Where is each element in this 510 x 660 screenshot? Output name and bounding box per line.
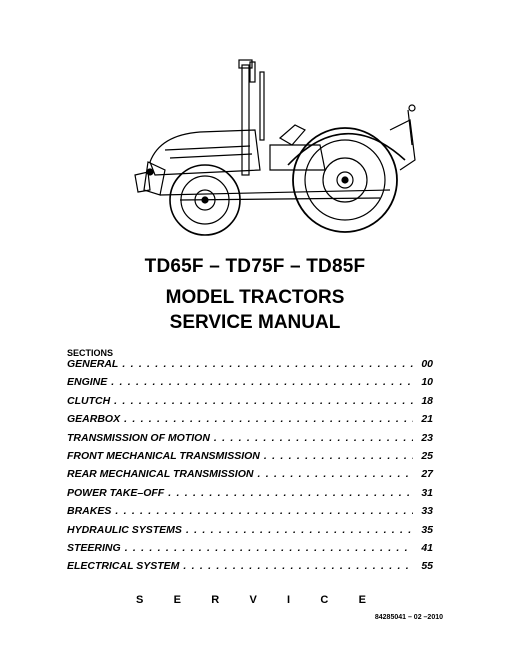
toc-leader — [114, 395, 413, 407]
toc-item[interactable] — [67, 505, 433, 523]
service-letter: E — [358, 594, 366, 606]
toc-item-page: 21 — [421, 413, 433, 426]
toc-item[interactable] — [67, 395, 433, 413]
toc-item[interactable] — [67, 560, 433, 578]
service-letter: V — [249, 594, 257, 606]
toc-item[interactable] — [67, 542, 433, 560]
toc-item-name: ELECTRICAL SYSTEM — [67, 560, 180, 573]
toc-leader — [122, 358, 413, 370]
toc-item-page: 31 — [421, 486, 433, 499]
toc-item-page: 23 — [421, 431, 433, 444]
toc-item-name: FRONT MECHANICAL TRANSMISSION — [67, 449, 260, 462]
toc-item-page: 18 — [421, 394, 433, 407]
toc-item-page: 41 — [421, 541, 433, 554]
toc-leader — [111, 376, 413, 388]
toc-item-name: BRAKES — [67, 505, 112, 518]
toc-item-page: 27 — [421, 468, 433, 481]
toc-leader — [264, 450, 413, 462]
toc-item[interactable] — [67, 432, 433, 450]
document-number: 84285041 – 02 –2010 — [374, 614, 443, 621]
service-wordmark — [136, 594, 366, 606]
toc-item-name: CLUTCH — [67, 394, 111, 407]
sections-heading: SECTIONS — [67, 348, 114, 358]
toc-item-page: 33 — [421, 505, 433, 518]
tractor-illustration — [120, 50, 420, 245]
service-letter: S — [136, 594, 144, 606]
toc-item[interactable] — [67, 376, 433, 394]
service-letter: C — [320, 594, 329, 606]
toc-leader — [124, 413, 413, 425]
toc-leader — [183, 560, 413, 572]
toc-item-page: 25 — [421, 449, 433, 462]
manual-title-line1: MODEL TRACTORS — [165, 287, 345, 308]
manual-title-line2: SERVICE MANUAL — [169, 312, 341, 333]
service-letter: E — [173, 594, 181, 606]
toc-item-name: GEARBOX — [67, 413, 121, 426]
toc-item-page: 55 — [421, 560, 433, 573]
model-numbers: TD65F – TD75F – TD85F — [144, 256, 366, 277]
toc-item-name: GENERAL — [67, 358, 119, 370]
toc-item-page: 35 — [421, 523, 433, 536]
toc-item-name: ENGINE — [67, 376, 108, 389]
toc-item-name: REAR MECHANICAL TRANSMISSION — [67, 468, 254, 481]
service-letter: I — [287, 594, 291, 606]
toc-leader — [186, 524, 413, 536]
toc-leader — [125, 542, 413, 554]
toc-item-page: 10 — [421, 376, 433, 389]
toc-item[interactable] — [67, 450, 433, 468]
toc-item-name: HYDRAULIC SYSTEMS — [67, 523, 182, 536]
toc-item[interactable] — [67, 524, 433, 542]
toc-leader — [168, 487, 413, 499]
toc-item[interactable] — [67, 487, 433, 505]
table-of-contents — [67, 358, 433, 579]
toc-item[interactable] — [67, 358, 433, 376]
toc-item[interactable] — [67, 468, 433, 486]
toc-leader — [115, 505, 413, 517]
toc-item-page: 00 — [421, 358, 433, 370]
toc-item-name: TRANSMISSION OF MOTION — [67, 431, 210, 444]
toc-leader — [214, 432, 413, 444]
toc-item[interactable] — [67, 413, 433, 431]
service-letter: R — [211, 594, 220, 606]
toc-leader — [257, 468, 413, 480]
toc-item-name: POWER TAKE–OFF — [67, 486, 165, 499]
toc-item-name: STEERING — [67, 541, 121, 554]
